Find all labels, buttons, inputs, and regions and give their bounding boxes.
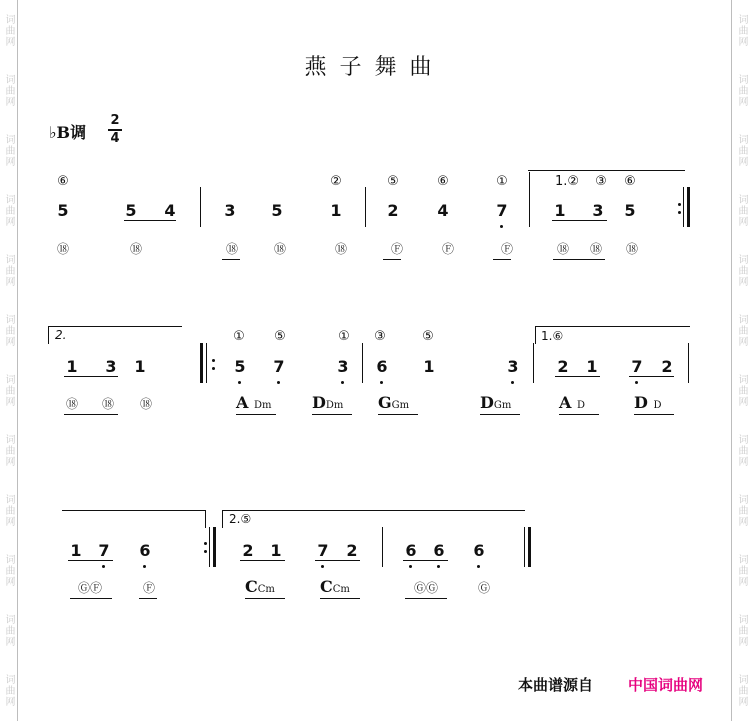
low-octave-dot [409,565,412,568]
note: 4 [164,201,176,220]
volta-bracket [528,170,685,171]
note: 6 [139,541,151,560]
volta-bracket [222,510,525,511]
watermark-text: 词曲网 [736,13,747,47]
note: 5 [125,201,137,220]
low-octave-dot [437,565,440,568]
note: 3 [337,357,349,376]
volta-bracket-hook [48,326,49,344]
watermark-text: 词曲网 [3,133,14,167]
watermark-text: 词曲网 [736,133,747,167]
volta-bracket-hook [535,326,536,344]
note: 2 [661,357,673,376]
chord-button: ⒼⒼ [413,581,439,595]
volta-bracket-hook [222,510,223,528]
chord-underline [139,598,157,599]
chord-name: GGm [378,393,410,412]
chord-underline [553,259,605,260]
low-octave-dot [380,381,383,384]
button-marker: ⑤ [422,329,434,344]
chord-underline [222,259,240,260]
chord-button: ⒼⒻ [77,581,103,595]
volta-bracket [62,510,206,511]
repeat-barline-thick [687,187,690,227]
button-marker: ① [338,329,350,344]
volta-label: 2. [55,328,67,342]
eighth-beam [68,560,113,561]
source-label: 本曲谱源自 [518,676,594,694]
watermark-text: 词曲网 [736,614,747,648]
note: 2 [557,357,569,376]
chord-button: ⑱ [225,242,239,256]
low-octave-dot [143,565,146,568]
barline [362,343,363,383]
eighth-beam [240,560,285,561]
volta-label: 1.⑥ [541,329,564,343]
note: 1 [270,541,282,560]
watermark-text: 词曲网 [3,193,14,227]
time-signature-bottom: 4 [110,131,120,146]
chord-button: ⑱ [556,242,570,256]
chord-button: ⑱ [129,242,143,256]
low-octave-dot [477,565,480,568]
repeat-barline-thick [200,343,203,383]
button-marker: ③ [595,174,607,189]
watermark-text: 词曲网 [736,73,747,107]
note: 7 [496,201,508,220]
note: 5 [624,201,636,220]
key-signature: ♭B调 [49,123,87,142]
repeat-dot [212,359,215,362]
button-marker: ② [330,174,342,189]
chord-button: ⑱ [101,397,115,411]
low-octave-dot [238,381,241,384]
chord-name: A Dm [236,393,272,412]
volta-barline [529,172,530,227]
page-title: 燕子舞曲 [304,55,445,80]
chord-button: Ⓕ [500,242,514,256]
low-octave-dot [321,565,324,568]
site-link[interactable]: 中国词曲网 [628,676,704,694]
eighth-beam [315,560,360,561]
right-watermark-strip [733,0,749,721]
note: 1 [70,541,82,560]
note: 3 [105,357,117,376]
note: 1 [66,357,78,376]
watermark-text: 词曲网 [736,434,747,468]
right-edge-line [731,0,732,721]
note: 1 [586,357,598,376]
button-marker: ③ [374,329,386,344]
time-signature-top: 2 [110,113,120,128]
chord-underline [405,598,447,599]
chord-button: Ⓕ [142,581,156,595]
watermark-text: 词曲网 [3,374,14,407]
watermark-text: 词曲网 [736,193,747,227]
button-marker: ① [496,174,508,189]
chord-underline [64,414,118,415]
watermark-text: 词曲网 [3,614,14,648]
chord-underline [70,598,112,599]
note: 6 [405,541,417,560]
chord-button: Ⓖ [477,581,491,595]
watermark-text: 词曲网 [736,554,747,588]
barline [533,343,534,383]
chord-button: ⑱ [589,242,603,256]
watermark-text: 词曲网 [3,674,14,708]
chord-underline [312,414,352,415]
button-marker: ⑤ [274,329,286,344]
eighth-beam [629,376,674,377]
repeat-dot [204,550,207,553]
note: 3 [224,201,236,220]
chord-underline [480,414,520,415]
chord-name: DGm [480,393,512,412]
note: 5 [57,201,69,220]
note: 7 [98,541,110,560]
chord-button: Ⓕ [390,242,404,256]
note: 6 [376,357,388,376]
note: 3 [592,201,604,220]
chord-name: CCm [245,577,275,596]
watermark-text: 词曲网 [3,494,14,528]
chord-button: ⑱ [65,397,79,411]
watermark-text: 词曲网 [3,554,14,588]
eighth-beam [555,376,600,377]
low-octave-dot [511,381,514,384]
note: 3 [507,357,519,376]
chord-underline [493,259,511,260]
eighth-beam [124,220,176,221]
repeat-barline-thick [213,527,216,567]
repeat-dot [678,203,681,206]
eighth-beam [403,560,448,561]
note: 1 [134,357,146,376]
barline [382,527,383,567]
button-marker: ⑥ [57,174,69,189]
repeat-barline-thin [209,527,210,567]
chord-underline [634,414,674,415]
note: 5 [234,357,246,376]
note: 5 [271,201,283,220]
repeat-dot [204,542,207,545]
chord-underline [245,598,285,599]
volta-label: 2.⑤ [229,512,252,526]
left-watermark-strip [0,0,16,721]
button-marker: ① [233,329,245,344]
note: 7 [631,357,643,376]
low-octave-dot [635,381,638,384]
low-octave-dot [341,381,344,384]
chord-underline [383,259,401,260]
chord-button: ⑱ [625,242,639,256]
note: 1 [423,357,435,376]
button-marker: ⑤ [387,174,399,189]
time-signature [108,114,122,146]
low-octave-dot [102,565,105,568]
chord-name: DDm [312,393,344,412]
low-octave-dot [277,381,280,384]
chord-underline [378,414,418,415]
chord-underline [236,414,276,415]
repeat-dot [212,367,215,370]
repeat-barline-thin [206,343,207,383]
note: 1 [554,201,566,220]
watermark-text: 词曲网 [736,674,747,708]
chord-name: D D [634,393,662,412]
note: 6 [473,541,485,560]
volta-bracket-hook [205,510,206,528]
watermark-text: 词曲网 [736,374,747,407]
chord-button: ⑱ [56,242,70,256]
note: 4 [437,201,449,220]
watermark-text: 词曲网 [3,253,14,287]
eighth-beam [64,376,118,377]
chord-name: CCm [320,577,350,596]
volta-bracket [48,326,182,327]
note: 7 [273,357,285,376]
button-marker: ⑥ [624,174,636,189]
chord-button: ⑱ [334,242,348,256]
watermark-text: 词曲网 [3,434,14,468]
note: 2 [387,201,399,220]
left-edge-line [17,0,18,721]
watermark-text: 词曲网 [3,13,14,47]
watermark-text: 词曲网 [736,313,747,347]
note: 1 [330,201,342,220]
volta-button-marker: 1.② [554,174,580,189]
final-barline-thick [528,527,531,567]
low-octave-dot [500,225,503,228]
final-barline-thin [524,527,525,567]
watermark-text: 词曲网 [736,494,747,528]
button-marker: ⑥ [437,174,449,189]
chord-button: ⑱ [273,242,287,256]
repeat-barline-thin [683,187,684,227]
barline [200,187,201,227]
watermark-text: 词曲网 [3,313,14,347]
chord-name: A D [559,393,586,412]
note: 6 [433,541,445,560]
chord-button: ⑱ [139,397,153,411]
eighth-beam [552,220,607,221]
watermark-text: 词曲网 [3,73,14,107]
chord-button: Ⓕ [441,242,455,256]
watermark-text: 词曲网 [736,253,747,287]
note: 2 [242,541,254,560]
chord-underline [320,598,360,599]
chord-underline [559,414,599,415]
note: 2 [346,541,358,560]
barline [365,187,366,227]
volta-bracket [535,326,690,327]
barline [688,343,689,383]
repeat-dot [678,211,681,214]
note: 7 [317,541,329,560]
